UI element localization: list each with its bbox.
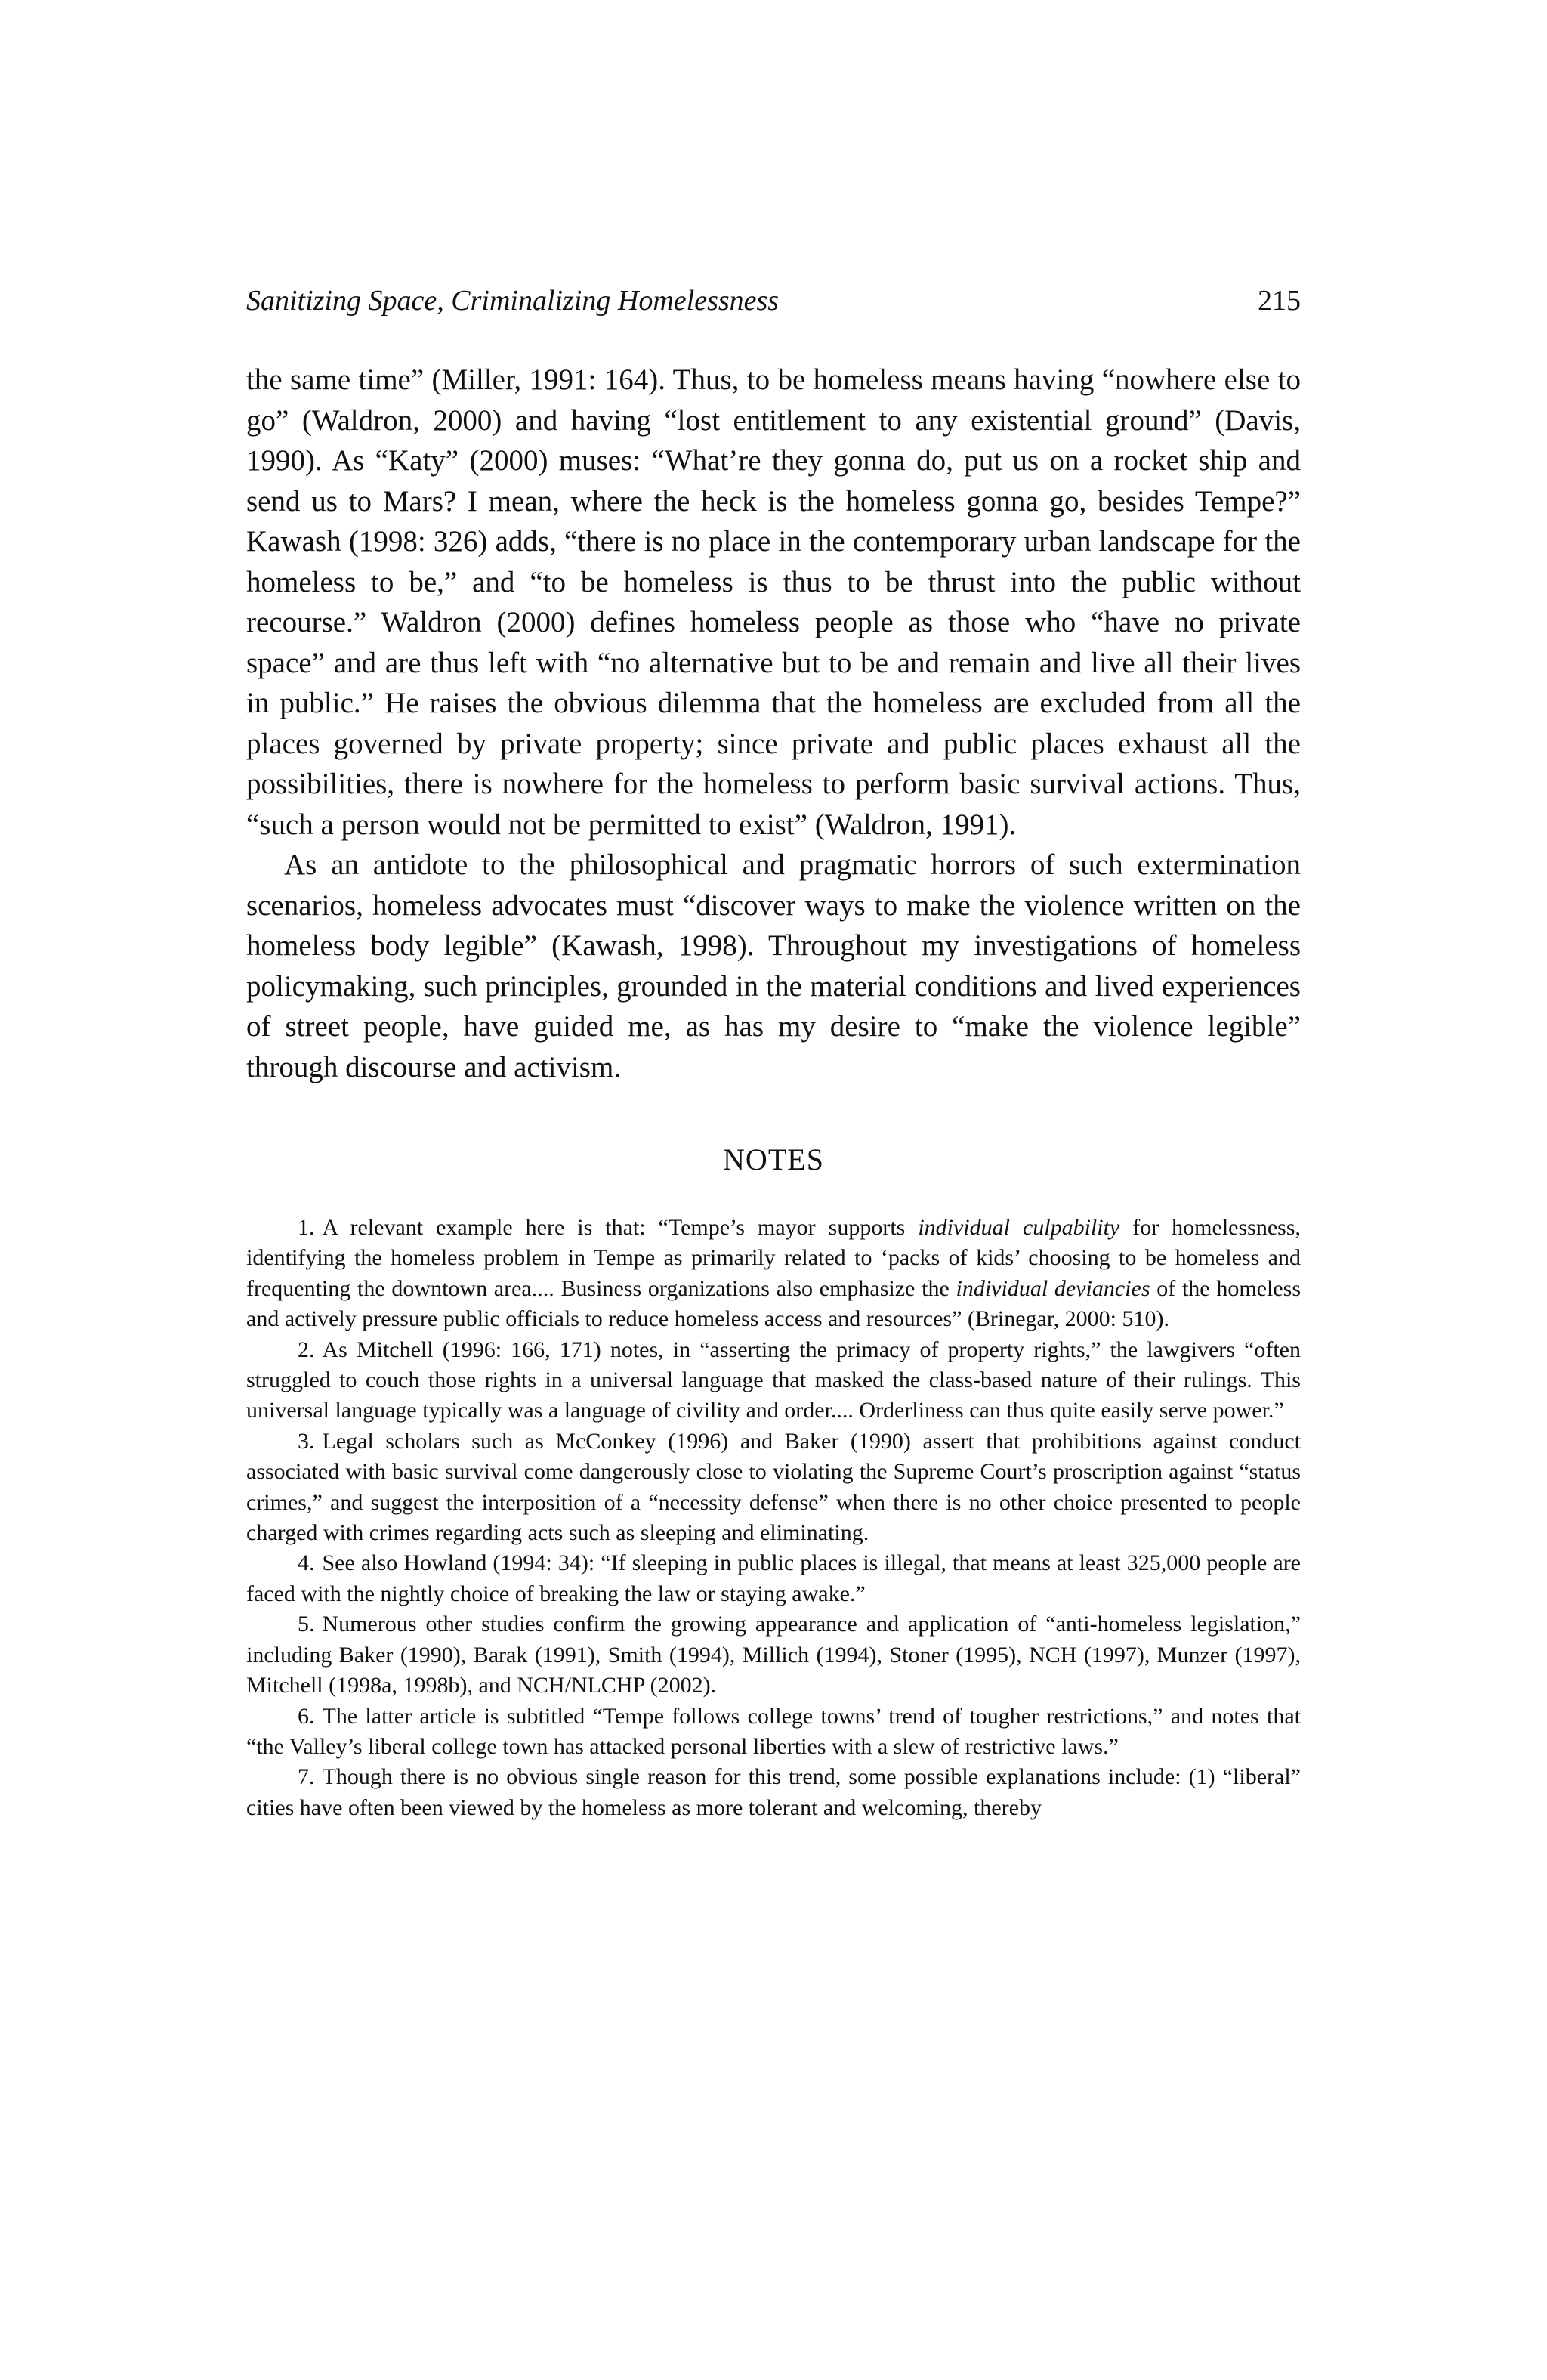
- note-number: 1.: [298, 1215, 315, 1240]
- page-number: 215: [1258, 285, 1301, 317]
- note-emphasis: individual culpability: [918, 1215, 1120, 1240]
- note-emphasis: individual deviancies: [956, 1275, 1150, 1301]
- note-item: [246, 1335, 1301, 1426]
- note-number: 2.: [298, 1337, 315, 1362]
- running-title: Sanitizing Space, Criminalizing Homelessness: [246, 285, 780, 317]
- note-text: The latter article is subtitled “Tempe follows college towns’ trend of tougher restrictions,” and notes that “the Valley’s liberal college town has attacked personal liberties with a slew of restrictive laws.”: [246, 1703, 1301, 1759]
- note-text: Numerous other studies confirm the growing appearance and application of “anti-homeless legislation,” including Baker (1990), Barak (1991), Smith (1994), Millich (1994), Stoner (1995), NCH (1997), Munzer (1997), Mitchell (1998a, 1998b), and NCH/NLCHP (2002).: [246, 1612, 1301, 1698]
- book-page: [246, 278, 1301, 1823]
- note-number: 6.: [298, 1703, 315, 1729]
- note-item: [246, 1702, 1301, 1763]
- note-number: 4.: [298, 1550, 315, 1576]
- note-item: [246, 1213, 1301, 1335]
- note-number: 5.: [298, 1612, 315, 1637]
- note-text: for homelessness, identifying the homeless problem in Tempe as primarily related to ‘packs of kids’ choosing to be homeless and frequenting the downtown area.... Business organizations also emphasize the: [246, 1215, 1301, 1301]
- note-text: See also Howland (1994: 34): “If sleeping in public places is illegal, that means at least 325,000 people are faced with the nightly choice of breaking the law or staying awake.”: [246, 1550, 1301, 1606]
- body-text: [246, 360, 1301, 1087]
- note-number: 3.: [298, 1428, 315, 1454]
- note-item: [246, 1548, 1301, 1609]
- notes-list: [246, 1213, 1301, 1823]
- note-number: 7.: [298, 1764, 315, 1790]
- note-item: [246, 1762, 1301, 1823]
- note-text: A relevant example here is that: “Tempe’s mayor supports: [322, 1215, 919, 1240]
- body-paragraph: As an antidote to the philosophical and pragmatic horrors of such extermination scenarios, homeless advocates must “discover ways to make the violence written on the homeless body legible” (Kawash, 1998). Throughout my investigations of homeless policymaking, such principles, grounded in the material conditions and lived experiences of street people, have guided me, as has my desire to “make the violence legible” through discourse and activism.: [246, 848, 1301, 1083]
- note-text: Though there is no obvious single reason for this trend, some possible explanations include: (1) “liberal” cities have often been viewed by the homeless as more tolerant and welcoming, thereby: [246, 1764, 1301, 1820]
- note-text: Legal scholars such as McConkey (1996) and Baker (1990) assert that prohibitions against conduct associated with basic survival come dangerously close to violating the Supreme Court’s proscription against “status crimes,” and suggest the interposition of a “necessity defense” when there is no other choice presented to people charged with crimes regarding acts such as sleeping and eliminating.: [246, 1428, 1301, 1546]
- body-paragraph: the same time” (Miller, 1991: 164). Thus, to be homeless means having “nowhere else to go” (Waldron, 2000) and having “lost entitlement to any existential ground” (Davis, 1990). As “Katy” (2000) muses: “What’re they gonna do, put us on a rocket ship and send us to Mars? I mean, where the heck is the homeless gonna go, besides Tempe?” Kawash (1998: 326) adds, “there is no place in the contemporary urban landscape for the homeless to be,” and “to be homeless is thus to be thrust into the public without recourse.” Waldron (2000) defines homeless people as those who “have no private space” and are thus left with “no alternative but to be and remain and live all their lives in public.” He raises the obvious dilemma that the homeless are excluded from all the places governed by private property; since private and public places exhaust all the possibilities, there is nowhere for the homeless to perform basic survival actions. Thus, “such a person would not be permitted to exist” (Waldron, 1991).: [246, 363, 1301, 841]
- notes-heading: NOTES: [723, 1142, 824, 1176]
- note-item: [246, 1426, 1301, 1549]
- running-header: [246, 278, 1301, 323]
- note-item: [246, 1609, 1301, 1701]
- note-text: As Mitchell (1996: 166, 171) notes, in “asserting the primacy of property rights,” the lawgivers “often struggled to couch those rights in a universal language that masked the class-based nature of their rulings. This universal language typically was a language of civility and order.... Orderliness can thus quite easily serve power.”: [246, 1337, 1301, 1423]
- note-text: of the homeless and actively pressure public officials to reduce homeless access and resources” (Brinegar, 2000: 510).: [246, 1275, 1301, 1332]
